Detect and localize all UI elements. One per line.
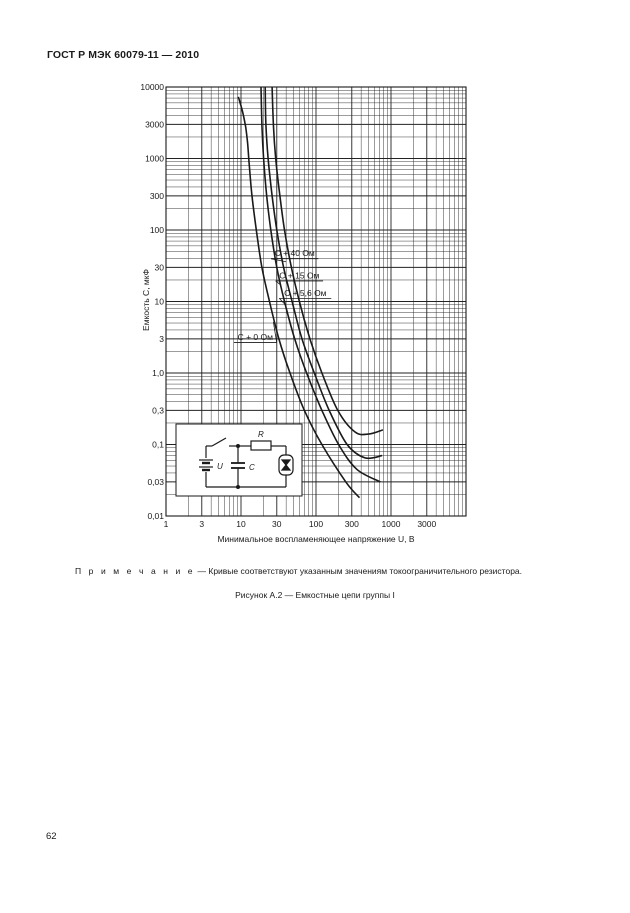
series-label: C + 0 Ом bbox=[237, 331, 273, 342]
y-tick-label: 100 bbox=[149, 225, 164, 235]
x-axis-label: Минимальное воспламеняющее напряжение U, В bbox=[217, 534, 415, 544]
x-tick-label: 3000 bbox=[417, 519, 437, 529]
y-tick-label: 1000 bbox=[145, 153, 164, 164]
y-tick-label: 0,01 bbox=[147, 511, 164, 521]
capacitor-label: C bbox=[249, 463, 255, 472]
circuit-diagram bbox=[176, 424, 302, 496]
y-tick-label: 3000 bbox=[145, 119, 164, 130]
y-tick-label: 0,03 bbox=[147, 476, 164, 487]
y-tick-label: 0,3 bbox=[152, 405, 164, 416]
note-text: — Кривые соответствуют указанным значениям токоограничительного резистора. bbox=[195, 566, 523, 576]
series-line bbox=[261, 87, 380, 482]
x-tick-label: 3 bbox=[199, 519, 205, 529]
y-axis-label: Емкость C, мкФ bbox=[141, 269, 151, 331]
y-tick-label: 300 bbox=[149, 190, 164, 201]
y-tick-label: 3 bbox=[159, 333, 164, 344]
junction-dot-top bbox=[236, 444, 240, 448]
note-prefix: П р и м е ч а н и е bbox=[75, 566, 196, 576]
x-tick-label: 100 bbox=[308, 519, 324, 529]
resistor-label: R bbox=[258, 430, 264, 439]
x-tick-label: 300 bbox=[344, 519, 359, 529]
y-tick-label: 10000 bbox=[140, 82, 164, 92]
series-leader-line bbox=[271, 259, 286, 262]
x-tick-label: 10 bbox=[236, 519, 246, 529]
x-tick-labels bbox=[164, 519, 437, 529]
series-label: C + 5,6 Ом bbox=[284, 287, 327, 298]
x-tick-label: 1 bbox=[163, 519, 169, 529]
series-label: C + 15 Ом bbox=[279, 270, 320, 281]
document-header: ГОСТ Р МЭК 60079-11 — 2010 bbox=[47, 49, 200, 61]
voltage-label: U bbox=[217, 462, 223, 471]
series-line bbox=[272, 87, 383, 435]
y-tick-label: 0,1 bbox=[152, 439, 164, 450]
series-label: C + 40 Ом bbox=[274, 248, 315, 259]
figure-note bbox=[75, 566, 522, 576]
y-tick-label: 30 bbox=[154, 262, 164, 273]
y-tick-label: 10 bbox=[154, 296, 164, 307]
x-tick-label: 30 bbox=[272, 519, 282, 529]
figure-caption: Рисунок А.2 — Емкостные цепи группы I bbox=[235, 590, 395, 600]
y-tick-label: 1,0 bbox=[152, 368, 164, 378]
junction-dot-bottom bbox=[236, 485, 240, 489]
x-tick-label: 1000 bbox=[381, 519, 401, 529]
page-number: 62 bbox=[46, 831, 57, 842]
